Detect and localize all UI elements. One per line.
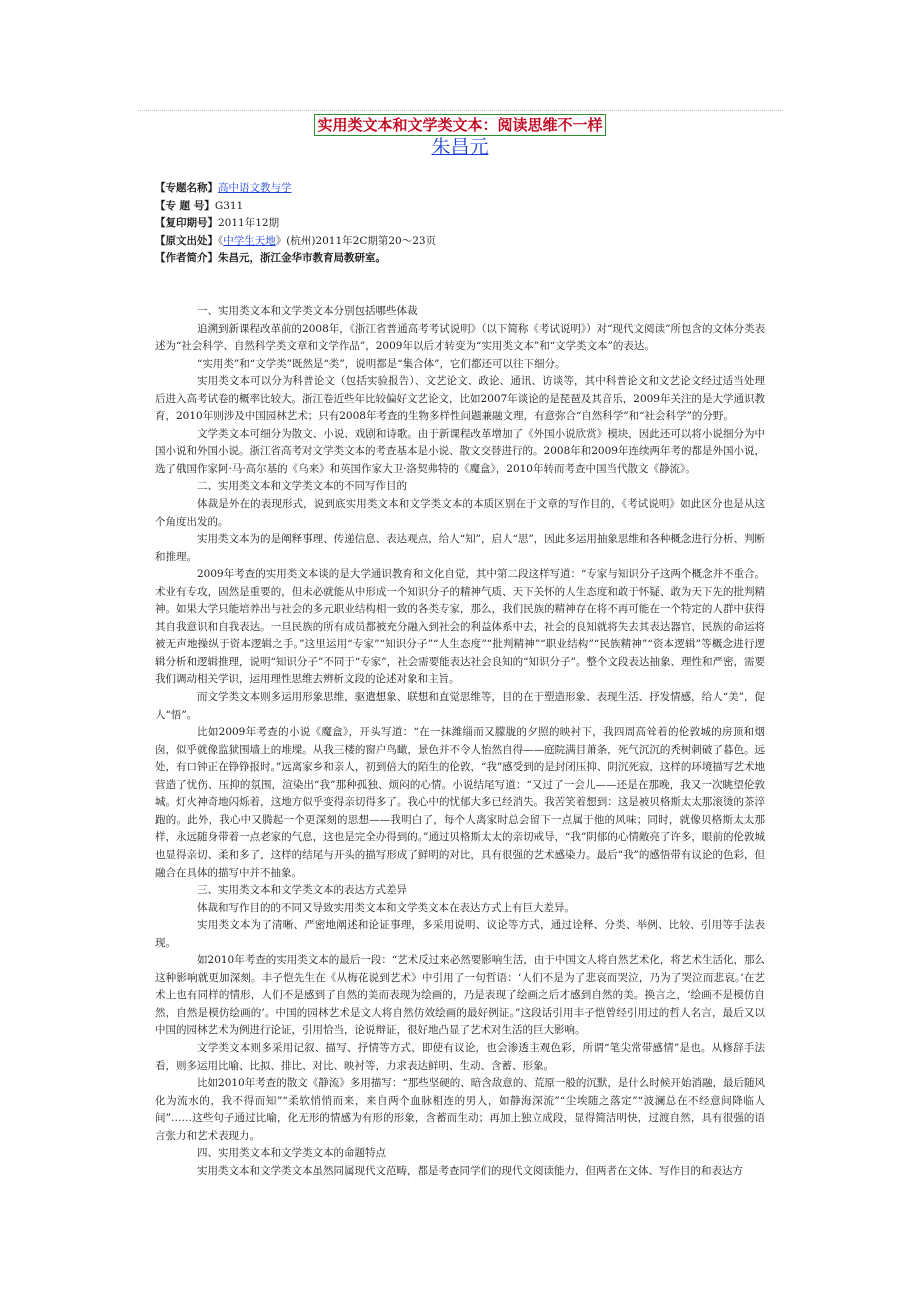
article-title: 实用类文本和文学类文本：阅读思维不一样 — [314, 114, 605, 136]
issue-value: 2011年12期 — [218, 217, 280, 230]
section-heading: 一、实用类文本和文学类文本分别包括哪些体裁 — [197, 305, 418, 317]
source-pre: 《 — [218, 234, 224, 247]
section-heading: 四、实用类文本和文学类文本的命题特点 — [197, 1147, 386, 1160]
source-post: 》(杭州)2011年2C期第20～23页 — [275, 234, 437, 247]
meta-issue — [155, 215, 775, 233]
author-link[interactable]: 朱昌元 — [431, 136, 489, 158]
paragraph: 实用类文本为的是阐释事理、传递信息、表达观点，给人“知”，启人“思”，因此多运用抽象思维和各种概念进行分析、判断和推理。 — [155, 533, 765, 563]
meta-intro — [155, 250, 775, 268]
paragraph: 如2010年考查的实用类文本的最后一段：“艺术反过来必然要影响生活，由于中国文人将自然艺术化，将艺术生活化，那么这种影响就更加深刻。丰子恺先生在《从梅花说到艺术》中引用了一句哲语：‘人们不是为了悲哀而哭泣，乃为了哭泣而悲哀。’在艺术上也有同样的情形，人们不是感到了自然的美而表现为绘画的，乃是表现了绘画之后才感到自然的美。换言之，‘绘画不是模仿自然，自然是模仿绘画的’。中国的园林艺术是文人将自然仿效绘画的最好例证。”这段话引用丰子恺曾经引用过的哲人名言，最后又以中国的园林艺术为例进行论证，引用恰当，论说辩证，很好地凸显了艺术对生活的巨大影响。 — [155, 954, 765, 1037]
top-divider — [138, 110, 783, 111]
topic-label: 【专题名称】 — [155, 182, 218, 194]
section-heading: 二、实用类文本和文学类文本的不同写作目的 — [197, 480, 407, 493]
intro-value: 朱昌元，浙江金华市教育局教研室。 — [218, 252, 386, 265]
paragraph: 比如2010年考查的散文《静流》多用描写：“那些坚硬的、暗含敌意的、荒原一般的沉默，是什么时候开始消融，最后随风化为流水的，我不得而知”“柔软悄悄而来，来自两个血脉相连的男人，如静海深流”“尘埃随之落定”“波澜总在不经意间降临人间”……这些句子通过比喻，化无形的情感为有形的形象，含蓄而生动；再加上独立成段，显得简洁明快，过渡自然，具有很强的语言张力和艺术表现力。 — [155, 1077, 765, 1142]
article-body — [155, 303, 765, 1180]
topic-link[interactable]: 高中语文教与学 — [218, 182, 292, 194]
paragraph: 而文学类文本则多运用形象思维，驱遣想象、联想和直觉思维等，目的在于塑造形象、表现生活、抒发情感，给人“美”，促人“悟”。 — [155, 691, 765, 721]
paragraph: 体裁和写作目的的不同又导致实用类文本和文学类文本在表达方式上有巨大差异。 — [197, 901, 575, 914]
paragraph: 2009年考查的实用类文本谈的是大学通识教育和文化自觉，其中第二段这样写道：“专家与知识分子这两个概念并不重合。术业有专攻，固然是重要的，但未必就能从中形成一个知识分子的精神气质、天下关怀的人生态度和敢于怀疑、敢为天下先的批判精神。如果大学只能培养出与社会的多元职业结构相一致的各类专家，那么，我们民族的精神存在将不再可能在一个特定的人群中获得其自我意识和自我表达。一旦民族的所有成员都被充分融入到社会的利益体系中去，社会的良知就将失去其表达器官，民族的命运将被无声地操纵于资本逻辑之手。”这里运用“专家”“知识分子”“人生态度”“批判精神”“职业结构”“民族精神”“资本逻辑”等概念进行逻辑分析和逻辑推理，说明“知识分子”不同于“专家”，社会需要能表达社会良知的“知识分子”。整个文段表达抽象、理性和严密，需要我们调动相关学识，运用理性思维去辨析文段的论述对象和主旨。 — [155, 568, 765, 686]
issue-label: 【复印期号】 — [155, 217, 218, 230]
code-value: G311 — [214, 199, 244, 212]
paragraph: “实用类”和“文学类”既然是“类”，说明都是“集合体”，它们都还可以往下细分。 — [197, 357, 566, 370]
meta-topic — [155, 180, 775, 198]
paragraph: 追溯到新课程改革前的2008年，《浙江省普通高考考试说明》（以下简称《考试说明》）对“现代文阅读”所包含的文体分类表述为“社会科学、自然科学类文章和文学作品”，2009年以后才转变为“实用类文本”和“文学类文本”的表达。 — [155, 322, 765, 353]
paragraph: 实用类文本和文学类文本虽然同属现代文范畴，都是考查同学们的现代文阅读能力，但两者在文体、写作目的和表达方 — [197, 1164, 743, 1177]
paragraph: 实用类文本为了清晰、严密地阐述和论证事理，多采用说明、议论等方式，通过诠释、分类、举例、比较、引用等手法表现。 — [155, 919, 765, 949]
section-heading: 三、实用类文本和文学类文本的表达方式差异 — [197, 884, 407, 897]
source-link[interactable]: 中学生天地 — [223, 234, 276, 247]
metadata-block — [155, 180, 775, 268]
paragraph: 文学类文本则多采用记叙、描写、抒情等方式，即使有议论，也会渗透主观色彩，所谓“笔尖常带感情”是也。从修辞手法看，则多运用比喻、比拟、排比、对比、映衬等，力求表达鲜明、生动、含蓄、形象。 — [155, 1041, 765, 1072]
intro-label: 【作者简介】 — [155, 252, 218, 265]
meta-code — [155, 198, 775, 216]
meta-source — [155, 233, 775, 251]
paragraph: 体裁是外在的表现形式，说到底实用类文本和文学类文本的本质区别在于文章的写作目的，《考试说明》如此区分也是从这个角度出发的。 — [155, 498, 765, 528]
code-label: 【专 题 号】 — [155, 199, 215, 212]
source-label: 【原文出处】 — [155, 234, 218, 247]
paragraph: 文学类文本可细分为散文、小说、戏剧和诗歌。由于新课程改革增加了《外国小说欣赏》模块，因此还可以将小说细分为中国小说和外国小说。浙江省高考对文学类文本的考查基本是小说、散文交替进行的。2008年和2009年连续两年考的都是外国小说，选了俄国作家阿·马·高尔基的《乌来》和英国作家大卫·洛契弗特的《魔盒》，2010年转而考查中国当代散文《静流》。 — [155, 427, 765, 475]
paragraph: 实用类文本可以分为科普论文（包括实验报告）、文艺论文、政论、通讯、访谈等，其中科普论文和文艺论文经过适当处理后进入高考试卷的概率比较大。浙江卷近些年比较偏好文艺论文，比如2007年谈论的是琵琶及其音乐，2009年关注的是大学通识教育，2010年则涉及中国园林艺术；只有2008年考查的生物多样性问题兼融文理，有意弥合“自然科学”和“社会科学”的分野。 — [155, 375, 765, 423]
paragraph: 比如2009年考查的小说《魔盒》，开头写道：“在一抹潍缁而又朦胧的夕照的映衬下，我四周高耸着的伦敦城的房顶和烟囱，似乎就像监狱围墙上的堆墚。从我三楼的窗户鸟瞰，景色并不令人怡然自得——庭院满目萧条，死气沉沉的秃树刺破了暮色。远处，有口钟正在铮铮报时。”远离家乡和亲人，初到倍大的陌生的伦敦，“我”感受到的是封闭压抑、阴沉死寂，这样的环境描写艺术地营造了忧伤、压抑的氛围，渲染出“我”那种孤独、烦闷的心情。小说结尾写道：“又过了一会儿——还是在那晚，我又一次眺望伦敦城。灯火神奇地闪烁着，这地方似乎变得亲切得多了。我心中的忧郁大多已经消失。我苦笑着想到：这是被贝格斯太太那滚烫的茶淬跑的。此外，我心中又腾起一个更深刻的思想——我明白了，每个人离家时总会留下一点属于他的风味；同时，就像贝格斯太太那样，永远随身带着一点老家的气息，这也是完全办得到的。”通过贝格斯太太的亲切戒导，“我”阴郁的心情敞亮了许多，眼前的伦敦城也显得亲切、柔和多了，这样的结尾与开头的描写形成了鲜明的对比，具有很强的艺术感染力。最后“我”的感悟带有议论的色彩，但融合在具体的描写中并不抽象。 — [155, 726, 765, 879]
title-container — [0, 114, 920, 136]
